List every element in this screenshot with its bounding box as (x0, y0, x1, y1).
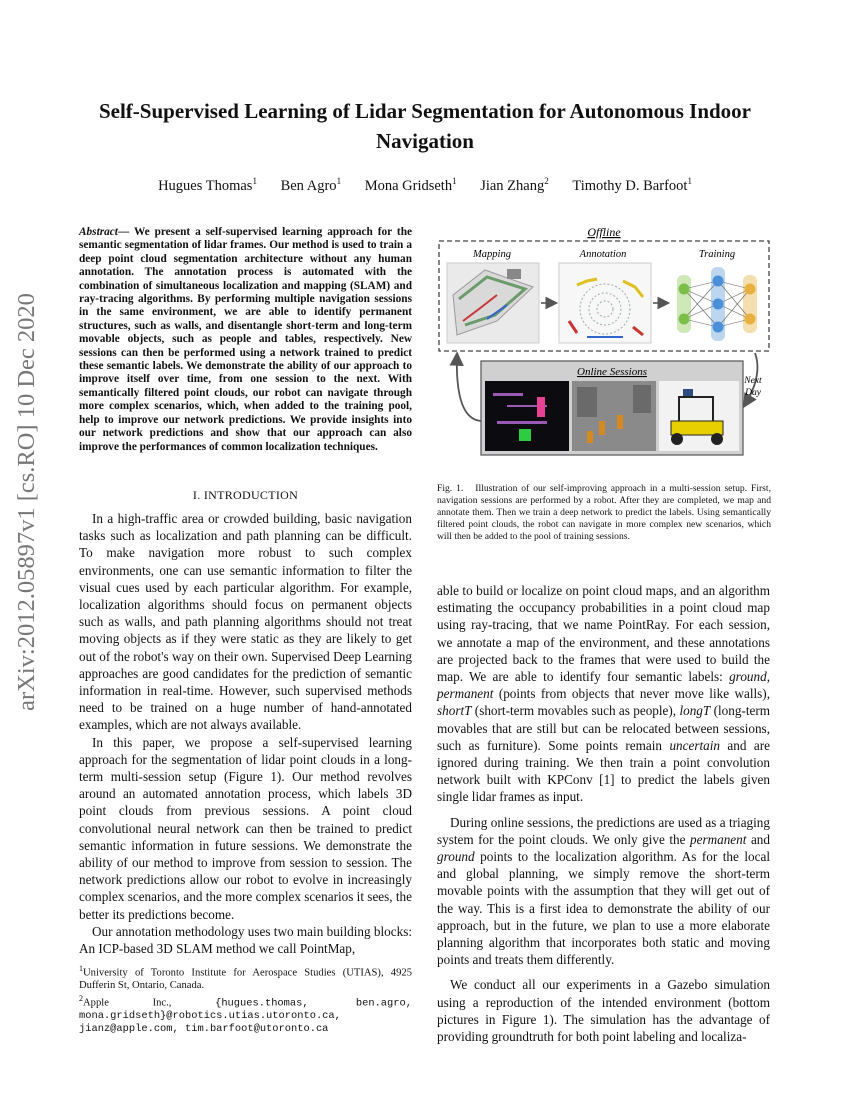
paragraph: In a high-traffic area or crowded building, basic navigation tasks such as localization and path planning can be difficult. To make navigation more robust to such complex environments, one can use semantic information to filter the visual cues used by each particular algorithm. For example, localization algorithms should focus on permanent objects such as walls, and path planning algorithms should not treat moving objects as if they were static as they are likely to get out of the robot's way on their own. Supervised Deep Learning approaches are good candidates for the prediction of semantic information in real-time. However, such supervised methods need to be trained on a huge number of hand-annotated examples, which are not always available. (79, 511, 412, 733)
paragraph: Our annotation methodology uses two main building blocks: An ICP-based 3D SLAM method we call PointMap, (79, 923, 412, 957)
figure-1 (437, 225, 771, 457)
arxiv-id: arXiv:2012.05897v1 [cs.RO] 10 Dec 2020 (13, 293, 40, 711)
feedback-arrow (457, 355, 481, 421)
paragraph: able to build or localize on point cloud maps, and an algorithm estimating the occupancy probabilities in a point cloud map using ray-tracing, that we name PointRay. For each session, we annotate a map of the environment, and these annotations are projected back to the frames that were used to build the map. We are able to identify four semantic labels: ground, permanent (points from objects that never move like walls), shortT (short-term movables such as people), longT (long-term movables that are still but can be relocated between sessions, such as furniture). Some points remain uncertain and are ignored during training. We then train a point convolution network built with KPConv [1] to predict the labels given single lidar frames as input. (437, 583, 770, 805)
online-sessions-label: Online Sessions (577, 366, 647, 378)
annotation-label: Annotation (579, 249, 627, 260)
next-day-label-1: Next (744, 376, 762, 386)
neural-network-graphic (677, 267, 757, 341)
mapping-label: Mapping (473, 249, 511, 260)
footnote-2: $^2$Apple Inc., {hugues.thomas, ben.agro, mona.gridseth}@robotics.utias.utoronto.ca, jianz@apple.com, tim.barfoot@utoronto.ca (79, 994, 412, 1036)
figure-caption (437, 483, 771, 543)
paragraph: In this paper, we propose a self-supervised learning approach for the segmentation of lidar point clouds in a long-term multi-session setup (Figure 1). Our method revolves around an automated annotation process, which labels 3D point clouds from previous sessions. A point cloud convolutional neural network can then be trained to predict semantic information in future sessions. We demonstrate the ability of our method to improve from session to session. The network predictions allow our robot to evolve in increasingly complex scenarios, and the more complex scenarios it sees, the better its predictions become. (79, 734, 412, 922)
paragraph: We conduct all our experiments in a Gazebo simulation using a reproduction of the intended environment (bottom pictures in Figure 1). The simulation has the advantage of providing groundtruth for both point labeling and localiza- (437, 977, 770, 1045)
abstract-label: Abstract (79, 226, 118, 238)
abstract-text: — We present a self-supervised learning approach for the semantic segmentation of lidar frames. Our method is used to train a deep point cloud segmentation architecture without any human annotation. The annotation process is automated with the combination of simultaneous localization and mapping (SLAM) and ray-tracing algorithms. By performing multiple navigation sessions in the same environment, we are able to identify permanent structures, such as walls, and disentangle short-term and long-term movable objects, such as people and tables, respectively. New sessions can then be performed using a network trained to predict these semantic labels. We demonstrate the ability of our approach to improve itself over time, from one session to the next. With semantically filtered point clouds, our robot can navigate through more complex scenarios, which, when added to the training pool, help to improve our network predictions. We provide insights into our network predictions and show that our approach can also improve the performances of common localization techniques. (79, 226, 412, 453)
section-heading: I. INTRODUCTION (192, 488, 299, 502)
footnote-1: $^1$University of Toronto Institute for Aerospace Studies (UTIAS), 4925 Dufferin St, Ontario, Canada. (79, 964, 412, 992)
training-label: Training (698, 249, 736, 260)
next-day-label-2: Day (745, 388, 761, 398)
abstract (79, 226, 412, 454)
paper-title: Self-Supervised Learning of Lidar Segmentation for Autonomous Indoor Navigation (98, 99, 752, 153)
author: Hugues Thomas$^1$ (158, 176, 257, 194)
author: Timothy D. Barfoot$^1$ (572, 176, 692, 194)
arxiv-stamp (7, 292, 47, 712)
footnotes (79, 963, 412, 1036)
author: Mona Gridseth$^1$ (364, 176, 457, 194)
author-emails: {hugues.thomas, ben.agro, mona.gridseth}@robotics.utias.utoronto.ca, jianz@apple.com, tim.barfoot@utoronto.ca (79, 997, 412, 1036)
caption-text: Illustration of our self-improving approach in a multi-session setup. First, navigation sessions are performed by a robot. After they are completed, we map and annotate them. Then we train a deep network to predict the labels. Using semantically filtered point clouds, the robot can navigate in more complex new scenarios, which will then be added to the pool of training sessions. (437, 483, 771, 542)
offline-label: Offline (587, 225, 621, 239)
left-column-body (79, 510, 412, 957)
author: Jian Zhang$^2$ (480, 176, 549, 194)
right-column-body (437, 582, 770, 1045)
robot-image (659, 381, 739, 451)
caption-label: Fig. 1. (437, 483, 464, 494)
author: Ben Agro$^1$ (280, 176, 342, 194)
paragraph: During online sessions, the predictions are used as a triaging system for the point clouds. We only give the permanent and ground points to the localization algorithm. As for the local and global planning, we simply remove the short-term movable points with the assumption that they will get out of the way. This is a first idea to demonstrate the ability of our approach, but in the future, we plan to use a more elaborate planning algorithm that incorporates both static and moving points and treats them differently. (437, 814, 770, 968)
author-list (80, 176, 770, 195)
